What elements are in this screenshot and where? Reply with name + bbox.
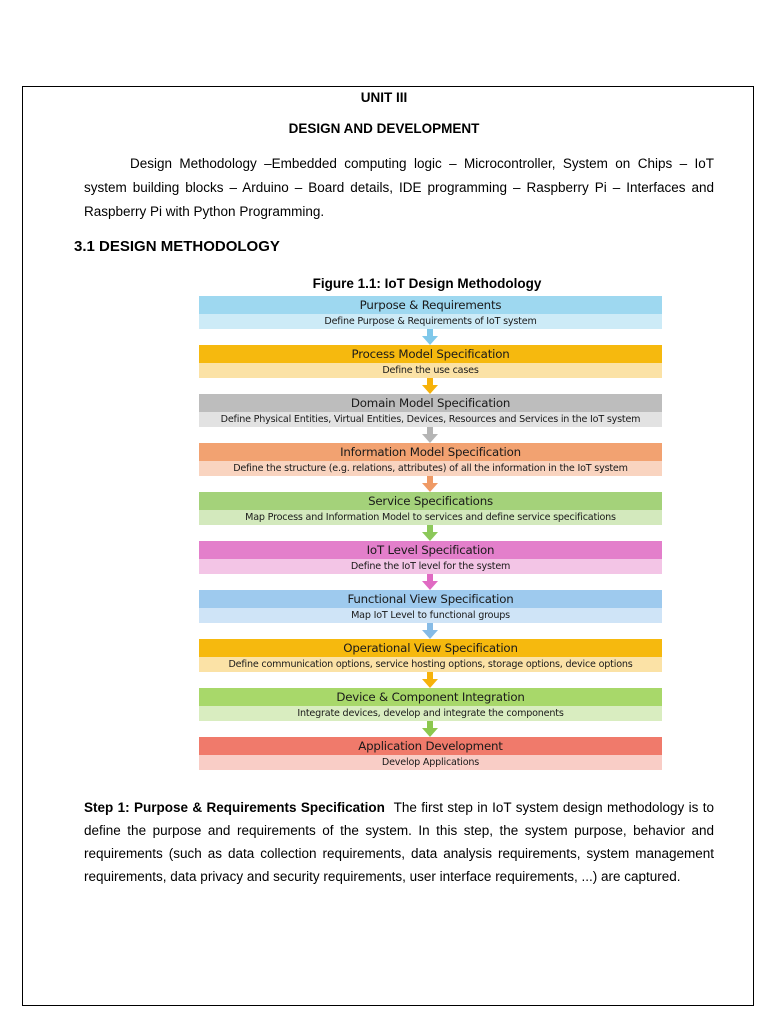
unit-title: DESIGN AND DEVELOPMENT xyxy=(288,121,480,136)
methodology-flowchart xyxy=(199,296,662,786)
flow-step xyxy=(199,492,662,541)
flow-step-description: Map Process and Information Model to services and define service specifications xyxy=(199,510,662,525)
flow-step-description: Define the IoT level for the system xyxy=(199,559,662,574)
down-arrow-icon xyxy=(422,329,438,345)
down-arrow-icon xyxy=(422,623,438,639)
step1-paragraph xyxy=(84,796,714,888)
flow-step-description: Develop Applications xyxy=(199,755,662,770)
flow-step-title: Functional View Specification xyxy=(199,590,662,608)
intro-paragraph: Design Methodology –Embedded computing logic – Microcontroller, System on Chips – IoT system building blocks – Arduino – Board details, IDE programming – Raspberry Pi – Interfaces and Raspberry Pi with Python Programming. xyxy=(84,156,714,219)
flow-step xyxy=(199,590,662,639)
flow-step-title: IoT Level Specification xyxy=(199,541,662,559)
flow-step-description: Integrate devices, develop and integrate the components xyxy=(199,706,662,721)
section-heading: 3.1 DESIGN METHODOLOGY xyxy=(74,238,280,255)
down-arrow-icon xyxy=(422,427,438,443)
down-arrow-icon xyxy=(422,476,438,492)
flow-step-title: Service Specifications xyxy=(199,492,662,510)
flow-step xyxy=(199,394,662,443)
flow-step-title: Application Development xyxy=(199,737,662,755)
step1-text: The first step in IoT system design methodology is to define the purpose and requirements of the system. In this step, the system purpose, behavior and requirements (such as data collection requirements, data analysis requirements, system management requirements, data privacy and security requirements, user interface requirements, ...) are captured. xyxy=(84,800,714,884)
flow-step-title: Information Model Specification xyxy=(199,443,662,461)
flow-step-description: Define the structure (e.g. relations, attributes) of all the information in the IoT system xyxy=(199,461,662,476)
flow-step-title: Process Model Specification xyxy=(199,345,662,363)
flow-step-title: Device & Component Integration xyxy=(199,688,662,706)
flow-step xyxy=(199,296,662,345)
flow-step xyxy=(199,541,662,590)
flow-step-description: Define the use cases xyxy=(199,363,662,378)
flow-step xyxy=(199,345,662,394)
down-arrow-icon xyxy=(422,378,438,394)
down-arrow-icon xyxy=(422,672,438,688)
flow-step-description: Define communication options, service hosting options, storage options, device options xyxy=(199,657,662,672)
down-arrow-icon xyxy=(422,574,438,590)
step1-heading: Step 1: Purpose & Requirements Specification xyxy=(84,800,385,815)
down-arrow-icon xyxy=(422,721,438,737)
unit-label: UNIT III xyxy=(360,90,408,105)
flow-step xyxy=(199,737,662,786)
down-arrow-icon xyxy=(422,525,438,541)
flow-step xyxy=(199,688,662,737)
figure-caption: Figure 1.1: IoT Design Methodology xyxy=(312,276,542,291)
flow-step-title: Domain Model Specification xyxy=(199,394,662,412)
flow-step xyxy=(199,639,662,688)
flow-step-description: Define Purpose & Requirements of IoT system xyxy=(199,314,662,329)
flow-step xyxy=(199,443,662,492)
flow-step-title: Purpose & Requirements xyxy=(199,296,662,314)
flow-step-description: Map IoT Level to functional groups xyxy=(199,608,662,623)
flow-step-title: Operational View Specification xyxy=(199,639,662,657)
flow-step-description: Define Physical Entities, Virtual Entities, Devices, Resources and Services in the IoT system xyxy=(199,412,662,427)
